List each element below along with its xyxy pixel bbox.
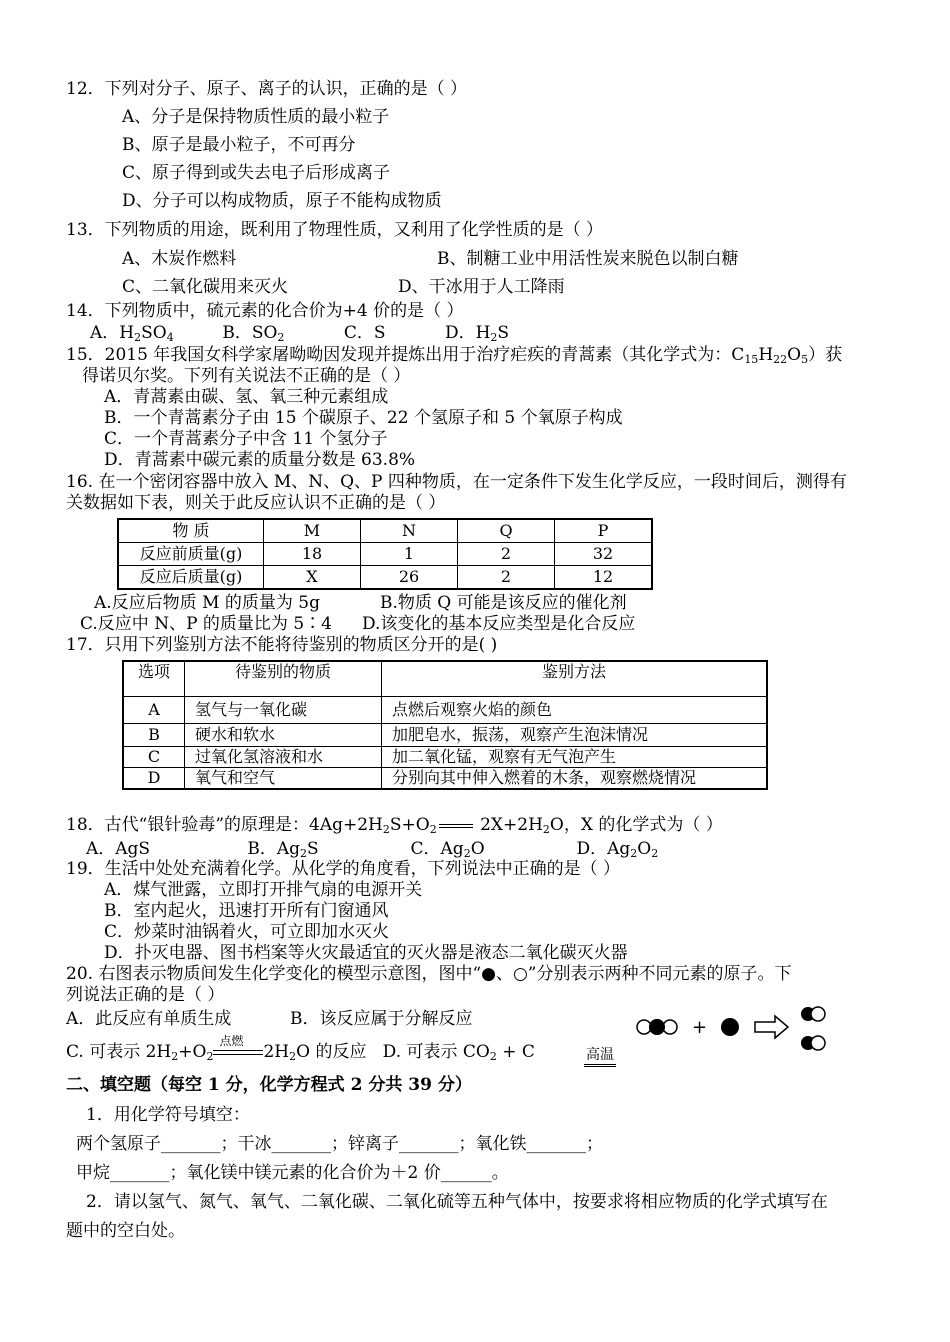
black-atom-icon — [721, 1018, 739, 1036]
table-cell: A — [123, 697, 185, 724]
table-row — [123, 747, 767, 768]
q16-option-a: A.反应后物质 M 的质量为 5g — [94, 593, 320, 613]
table-cell: 12 — [555, 566, 653, 590]
q19-option-b: B．室内起火，迅速打开所有门窗通风 — [104, 901, 389, 921]
fill-q2-line-1: 2．请以氢气、氮气、氧气、二氧化碳、二氧化硫等五种气体中，按要求将相应物质的化学式填写在 — [86, 1192, 828, 1212]
table-cell: 硬水和软水 — [185, 724, 382, 747]
table-cell: 反应前质量(g) — [118, 543, 264, 566]
table-cell: 物 质 — [118, 519, 264, 543]
fill-q1-line-2: 甲烷_______；氧化镁中镁元素的化合价为＋2 价______。 — [76, 1163, 509, 1183]
table-cell: M — [264, 519, 361, 543]
table-row — [123, 661, 767, 697]
table-cell: 26 — [361, 566, 458, 590]
table-header: 待鉴别的物质 — [185, 661, 382, 697]
table-cell: 1 — [361, 543, 458, 566]
q14-stem: 14．下列物质中，硫元素的化合价为+4 价的是（ ） — [66, 301, 464, 321]
q13-option-a: A、木炭作燃料 — [122, 249, 237, 269]
q13-option-d: D、干冰用于人工降雨 — [398, 277, 565, 297]
q13-stem: 13．下列物质的用途，既利用了物理性质，又利用了化学性质的是（ ） — [66, 220, 604, 240]
table-cell: X — [264, 566, 361, 590]
table-row — [123, 697, 767, 724]
q17-table — [122, 660, 768, 790]
table-row — [123, 724, 767, 747]
q16-option-b: B.物质 Q 可能是该反应的催化剂 — [380, 593, 627, 613]
q15-stem-1: 15．2015 年我国女科学家屠呦呦因发现并提炼出用于治疗疟疾的青蒿素（其化学式为：$C_{15}H_{22}O_5$）获 — [66, 345, 843, 366]
q16-option-d: D.该变化的基本反应类型是化合反应 — [362, 614, 636, 634]
table-cell: 2 — [458, 543, 555, 566]
table-cell: 加二氧化锰，观察有无气泡产生 — [382, 747, 768, 768]
table-cell: 点燃后观察火焰的颜色 — [382, 697, 768, 724]
q20-option-a: A．此反应有单质生成 — [66, 1009, 232, 1029]
table-cell: 加肥皂水，振荡，观察产生泡沫情况 — [382, 724, 768, 747]
table-cell: B — [123, 724, 185, 747]
table-cell: 2 — [458, 566, 555, 590]
q14-options: A．$H_2SO_4$ B．$SO_2$ C．S D．$H_2S$ — [90, 323, 510, 344]
fill-q2-line-2: 题中的空白处。 — [66, 1221, 185, 1241]
q13-option-c: C、二氧化碳用来灭火 — [122, 277, 289, 297]
q15-option-d: D．青蒿素中碳元素的质量分数是 63.8% — [104, 450, 416, 470]
fill-q1-stem: 1．用化学符号填空： — [86, 1105, 250, 1125]
q16-option-c: C.反应中 N、P 的质量比为 5∶4 — [80, 614, 332, 634]
q12-option-a: A、分子是保持物质性质的最小粒子 — [122, 107, 390, 127]
q20-stem-1: 20. 右图表示物质间发生化学变化的模型示意图，图中“●、○”分别表示两种不同元素的原子。下 — [66, 964, 792, 984]
q12-option-d: D、分子可以构成物质，原子不能构成物质 — [122, 191, 442, 211]
table-cell: 过氧化氢溶液和水 — [185, 747, 382, 768]
product-molecule-top-icon — [801, 1007, 825, 1021]
q15-stem-2: 得诺贝尔奖。下列有关说法不正确的是（ ） — [82, 366, 411, 386]
q12-option-b: B、原子是最小粒子，不可再分 — [122, 135, 356, 155]
q19-option-a: A．煤气泄露，立即打开排气扇的电源开关 — [104, 880, 423, 900]
q20-option-c: C. 可表示 $2H_2+O_2$ 点燃 $2H_2O$ 的反应 D. 可表示 $CO_2 + C$ — [66, 1033, 535, 1063]
q16-table — [117, 518, 653, 590]
table-cell: 反应后质量(g) — [118, 566, 264, 590]
q19-option-d: D．扑灭电器、图书档案等火灾最适宜的灭火器是液态二氧化碳灭火器 — [104, 943, 628, 963]
q18-stem: 18．古代“银针验毒”的原理是：$4Ag+2H_2S+O_2$ $2X+2H_2O$，X 的化学式为（ ） — [66, 815, 723, 836]
table-row — [123, 768, 767, 790]
table-header: 鉴别方法 — [382, 661, 768, 697]
q12-option-c: C、原子得到或失去电子后形成离子 — [122, 163, 391, 183]
q16-stem-2: 关数据如下表，则关于此反应认识不正确的是（ ） — [66, 493, 446, 513]
q19-option-c: C．炒菜时油锅着火，可立即加水灭火 — [104, 922, 390, 942]
table-cell: N — [361, 519, 458, 543]
reaction-model-diagram — [630, 1000, 840, 1060]
q15-option-c: C．一个青蒿素分子中含 11 个氢分子 — [104, 429, 388, 449]
table-row — [118, 519, 652, 543]
q15-option-a: A．青蒿素由碳、氢、氧三种元素组成 — [104, 387, 389, 407]
q20-option-b: B．该反应属于分解反应 — [290, 1009, 473, 1029]
table-cell: 分别向其中伸入燃着的木条，观察燃烧情况 — [382, 768, 768, 790]
table-row — [118, 566, 652, 590]
table-cell: 18 — [264, 543, 361, 566]
q18-options: A．AgS B．$Ag_2S$ C．$Ag_2O$ D．$Ag_2O_2$ — [86, 839, 659, 860]
table-cell: Q — [458, 519, 555, 543]
q19-stem: 19．生活中处处充满着化学。从化学的角度看，下列说法中正确的是（ ） — [66, 859, 621, 879]
table-cell: D — [123, 768, 185, 790]
q12-stem: 12．下列对分子、原子、离子的认识，正确的是（ ） — [66, 79, 468, 99]
arrow-icon — [755, 1016, 788, 1038]
table-cell: 氧气和空气 — [185, 768, 382, 790]
table-cell: P — [555, 519, 653, 543]
gaowen-condition-label: 高温 — [584, 1046, 616, 1067]
reactant-molecule-icon — [637, 1019, 677, 1035]
q20-stem-2: 列说法正确的是（ ） — [66, 985, 225, 1005]
q17-stem: 17．只用下列鉴别方法不能将待鉴别的物质区分开的是( ) — [66, 635, 498, 655]
table-row — [118, 543, 652, 566]
product-molecule-bottom-icon — [801, 1036, 825, 1050]
fill-q1-line-1: 两个氢原子_______；干冰_______；锌离子_______；氧化铁_______； — [76, 1134, 603, 1154]
table-cell: 氢气与一氧化碳 — [185, 697, 382, 724]
q15-option-b: B．一个青蒿素分子由 15 个碳原子、22 个氢原子和 5 个氧原子构成 — [104, 408, 623, 428]
q13-option-b: B、制糖工业中用活性炭来脱色以制白糖 — [437, 249, 739, 269]
table-cell: 32 — [555, 543, 653, 566]
q16-stem-1: 16. 在一个密闭容器中放入 M、N、Q、P 四种物质，在一定条件下发生化学反应，一段时间后，测得有 — [66, 472, 847, 492]
table-header: 选项 — [123, 661, 185, 697]
table-cell: C — [123, 747, 185, 768]
section-2-title: 二、填空题（每空 1 分，化学方程式 2 分共 39 分） — [66, 1075, 472, 1095]
plus-sign-icon: + — [692, 1017, 708, 1038]
